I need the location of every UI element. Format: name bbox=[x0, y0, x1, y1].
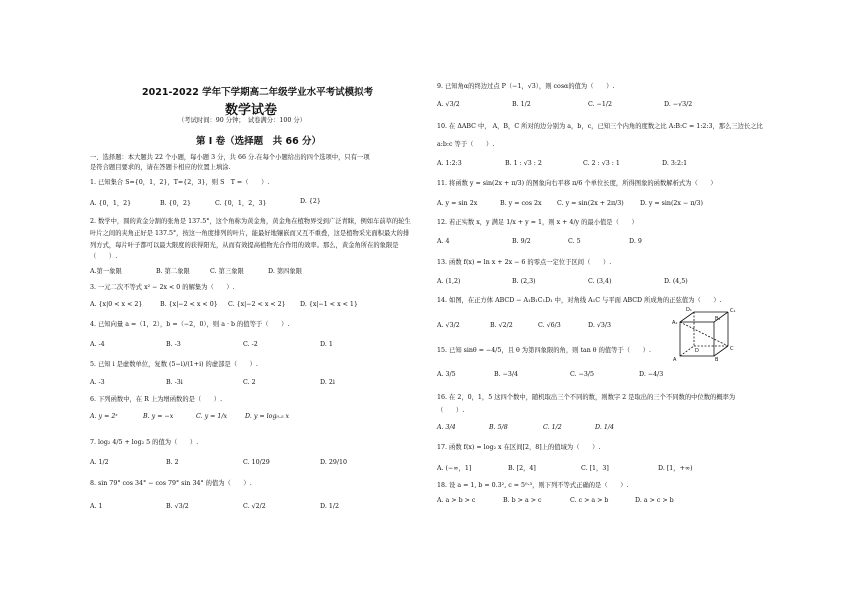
cube-label-d: D bbox=[695, 348, 699, 354]
question-16-stem-1: 16. 在 2，0，1，5 这四个数中，随机取出三个不同的数，则数字 2 是取出的三个不同数的中位数的概率为 bbox=[437, 394, 736, 401]
question-6-stem: 6. 下列函数中，在 R 上为增函数的是（ ）. bbox=[90, 396, 223, 403]
question-3-stem: 3. 一元二次不等式 x² − 2x < 0 的解集为（ ）. bbox=[90, 284, 235, 291]
instructions-line-1: 一、选择题：本大题共 22 个小题，每小题 3 分，共 66 分.在每个小题给出的四个选项中，只有一项 bbox=[90, 154, 370, 161]
question-11-stem: 11. 将函数 y = sin(2x + π/3) 的图象向右平移 π/6 个单位长度，所得图象的函数解析式为（ ） bbox=[437, 180, 717, 187]
question-3-option-b[interactable]: B. {x|−2 < x < 0} bbox=[160, 301, 218, 308]
question-2-stem-4: （ ）. bbox=[90, 253, 118, 260]
question-10-option-c[interactable]: C. 2 : √3 : 1 bbox=[583, 160, 620, 167]
cube-label-d1: D₁ bbox=[686, 307, 692, 313]
question-2-option-c[interactable]: C. 第三象限 bbox=[210, 268, 244, 275]
question-16-option-a[interactable]: A. 3/4 bbox=[437, 424, 456, 431]
left-column bbox=[0, 0, 420, 609]
question-2-stem-1: 2. 数学中，圆的黄金分割的张角是 137.5°，这个角称为黄金角，黄金角在植物界受到广泛青睐，例如车前草的轮生 bbox=[90, 218, 411, 225]
question-11-option-a[interactable]: A. y = sin 2x bbox=[437, 200, 478, 207]
question-11-option-b[interactable]: B. y = cos 2x bbox=[500, 200, 542, 207]
cube-figure bbox=[670, 306, 750, 362]
question-16-stem-2: （ ）. bbox=[437, 407, 465, 414]
question-2-option-b[interactable]: B. 第二象限 bbox=[156, 268, 190, 275]
question-5-option-a[interactable]: A. -3 bbox=[90, 379, 105, 386]
question-16-option-b[interactable]: B. 5/8 bbox=[489, 424, 508, 431]
question-2-stem-3: 列方式，每片叶子都可以最大限度的获得阳光，从而有效提高植物光合作用的效率。那么，黄金角所在的象限是 bbox=[90, 242, 399, 249]
question-2-stem-2: 叶片之间的夹角正好是 137.5°，按这一角度排列的叶片，能最好地镶嵌而又互不重叠，这是植物采光面积最大的排 bbox=[90, 230, 410, 237]
question-8-option-a[interactable]: A. 1 bbox=[90, 503, 103, 510]
question-10-option-b[interactable]: B. 1 : √3 : 2 bbox=[505, 160, 542, 167]
question-1-option-c[interactable]: C. {0，1，2，3} bbox=[215, 200, 267, 207]
exam-info: （考试时间：90 分钟； 试卷满分：100 分） bbox=[178, 117, 306, 124]
question-6-option-b[interactable]: B. y = −x bbox=[143, 413, 174, 420]
question-15-option-b[interactable]: B. −3/4 bbox=[494, 371, 519, 378]
question-13-stem: 13. 函数 f(x) = ln x + 2x − 6 的零点一定位于区间（ ）. bbox=[437, 259, 612, 266]
question-9-option-b[interactable]: B. 1/2 bbox=[512, 101, 531, 108]
question-7-option-c[interactable]: C. 10/29 bbox=[243, 459, 270, 466]
question-15-stem: 15. 已知 sinθ = −4/5，且 θ 为第四象限的角，则 tan θ 的值等于（ ）. bbox=[437, 347, 651, 354]
question-13-option-c[interactable]: C. (3,4) bbox=[588, 278, 612, 285]
right-column bbox=[430, 0, 850, 609]
cube-label-c1: C₁ bbox=[730, 308, 736, 314]
cube-diagonal bbox=[680, 322, 728, 346]
question-15-option-a[interactable]: A. 3/5 bbox=[437, 371, 456, 378]
question-5-option-c[interactable]: C. 2 bbox=[243, 379, 256, 386]
question-2-option-a[interactable]: A.第一象限 bbox=[90, 268, 122, 275]
instructions-line-2: 是符合题目要求的，请在答题卡相应的位置上填涂. bbox=[90, 164, 231, 171]
question-13-option-b[interactable]: B. (2,3) bbox=[512, 278, 536, 285]
cube-label-c: C bbox=[730, 346, 734, 352]
question-18-option-b[interactable]: B. b > a > c bbox=[503, 497, 542, 504]
question-4-stem: 4. 已知向量 a =（1，2），b =（−2，0），则 a · b 的值等于（ ）. bbox=[90, 321, 290, 328]
question-12-option-a[interactable]: A. 4 bbox=[437, 238, 450, 245]
question-12-option-c[interactable]: C. 5 bbox=[568, 238, 581, 245]
question-6-option-c[interactable]: C. y = 1/x bbox=[196, 413, 228, 420]
question-10-stem-2: a:b:c 等于（ ）. bbox=[437, 141, 495, 148]
question-9-option-d[interactable]: D. −√3/2 bbox=[664, 101, 693, 108]
cube-label-b1: B₁ bbox=[715, 316, 721, 322]
question-3-option-c[interactable]: C. {x|−2 < x < 2} bbox=[228, 301, 286, 308]
question-2-option-d[interactable]: D. 第四象限 bbox=[268, 268, 303, 275]
question-1-stem: 1. 已知集合 S={0，1，2}，T={2，3}，则 S T =（ ）. bbox=[90, 179, 270, 186]
question-17-stem: 17. 函数 f(x) = log₂ x 在区间[2，8]上的值域为（ ）. bbox=[437, 444, 601, 451]
question-8-stem: 8. sin 79° cos 34° − cos 79° sin 34° 的值为（ ）. bbox=[90, 480, 252, 487]
question-4-option-a[interactable]: A. -4 bbox=[90, 341, 105, 348]
cube-label-a: A bbox=[673, 357, 677, 362]
question-7-option-d[interactable]: D. 29/10 bbox=[320, 459, 347, 466]
question-12-option-b[interactable]: B. 9/2 bbox=[512, 238, 531, 245]
question-5-option-b[interactable]: B. -3i bbox=[166, 379, 183, 386]
question-13-option-a[interactable]: A. (1,2) bbox=[437, 278, 461, 285]
question-15-option-d[interactable]: D. −4/3 bbox=[639, 371, 664, 378]
question-17-option-a[interactable]: A. (−∞，1] bbox=[437, 465, 472, 472]
question-17-option-c[interactable]: C. [1，3] bbox=[581, 465, 609, 472]
exam-title: 2021-2022 学年下学期高二年级学业水平考试模拟考 bbox=[142, 87, 374, 98]
question-9-option-c[interactable]: C. −1/2 bbox=[588, 101, 613, 108]
question-1-option-b[interactable]: B. {0，2} bbox=[160, 200, 191, 207]
question-14-option-c[interactable]: C. √6/3 bbox=[538, 322, 561, 329]
question-18-option-c[interactable]: C. c > a > b bbox=[570, 497, 609, 504]
question-13-option-d[interactable]: D. (4,5) bbox=[664, 278, 688, 285]
question-14-stem: 14. 如图，在正方体 ABCD − A₁B₁C₁D₁ 中，对角线 A₁C 与平面 ABCD 所成角的正弦值为（ ）. bbox=[437, 297, 722, 304]
question-5-stem: 5. 已知 i 是虚数单位，复数 (5−i)/(1+i) 的虚部是（ ）. bbox=[90, 361, 258, 368]
question-10-stem-1: 10. 在 ΔABC 中， A，B，C 所对的边分别为 a，b，c，已知三个内角的度数之比 A:B:C = 1:2:3，那么三边长之比 bbox=[437, 123, 763, 130]
question-1-option-d[interactable]: D. {2} bbox=[300, 198, 321, 205]
question-10-option-a[interactable]: A. 1:2:3 bbox=[437, 160, 462, 167]
question-9-option-a[interactable]: A. √3/2 bbox=[437, 101, 460, 108]
question-8-option-c[interactable]: C. √2/2 bbox=[243, 503, 266, 510]
question-11-option-c[interactable]: C. y = sin(2x + 2π/3) bbox=[557, 200, 624, 207]
question-12-stem: 12. 若正实数 x，y 满足 1/x + y = 1，则 x + 4/y 的最小值是（ ） bbox=[437, 219, 638, 226]
question-17-option-b[interactable]: B. [2，4] bbox=[508, 465, 536, 472]
question-12-option-d[interactable]: D. 9 bbox=[629, 238, 642, 245]
question-14-option-b[interactable]: B. √2/2 bbox=[490, 322, 513, 329]
question-6-option-d[interactable]: D. y = log₀.₅ x bbox=[245, 413, 290, 420]
question-16-option-d[interactable]: D. 1/4 bbox=[595, 424, 614, 431]
question-4-option-b[interactable]: B. -3 bbox=[166, 341, 181, 348]
question-5-option-d[interactable]: D. 2i bbox=[320, 379, 335, 386]
question-3-option-d[interactable]: D. {x|−1 < x < 1} bbox=[300, 301, 358, 308]
question-4-option-c[interactable]: C. -2 bbox=[243, 341, 258, 348]
question-18-stem: 18. 设 a = 1, b = 0.3², c = 5⁰·³，则下列不等式正确的是（ ）. bbox=[437, 482, 629, 489]
question-10-option-d[interactable]: D. 3:2:1 bbox=[662, 160, 688, 167]
question-9-stem: 9. 已知角α的终边过点 P（−1，√3），则 cosα的值为（ ）. bbox=[437, 83, 615, 90]
question-7-option-a[interactable]: A. 1/2 bbox=[90, 459, 109, 466]
question-4-option-d[interactable]: D. 1 bbox=[320, 341, 333, 348]
question-6-option-a[interactable]: A. y = 2ˣ bbox=[90, 413, 118, 420]
question-16-option-c[interactable]: C. 1/2 bbox=[543, 424, 562, 431]
section-title: 第 Ⅰ 卷（选择题 共 66 分） bbox=[196, 136, 321, 147]
cube-label-b: B bbox=[715, 357, 719, 362]
question-7-stem: 7. log₂ 4/5 + log₂ 5 的值为（ ）. bbox=[90, 439, 199, 446]
question-15-option-c[interactable]: C. −3/5 bbox=[570, 371, 595, 378]
question-14-option-a[interactable]: A. √3/2 bbox=[437, 322, 460, 329]
question-18-option-d[interactable]: D. a > c > b bbox=[635, 497, 674, 504]
subject-title: 数学试卷 bbox=[225, 103, 278, 118]
question-8-option-b[interactable]: B. √3/2 bbox=[166, 503, 189, 510]
question-1-option-a[interactable]: A. {0，1，2} bbox=[90, 200, 132, 207]
cube-label-a1: A₁ bbox=[672, 320, 678, 326]
question-14-option-d[interactable]: D. √3/3 bbox=[588, 322, 611, 329]
question-17-option-d[interactable]: D. [1，+∞) bbox=[658, 465, 693, 472]
question-18-option-a[interactable]: A. a > b > c bbox=[437, 497, 476, 504]
question-7-option-b[interactable]: B. 2 bbox=[166, 459, 179, 466]
question-3-option-a[interactable]: A. {x|0 < x < 2} bbox=[90, 301, 143, 308]
question-8-option-d[interactable]: D. 1/2 bbox=[320, 503, 339, 510]
question-11-option-d[interactable]: D. y = sin(2x − π/3) bbox=[640, 200, 703, 207]
